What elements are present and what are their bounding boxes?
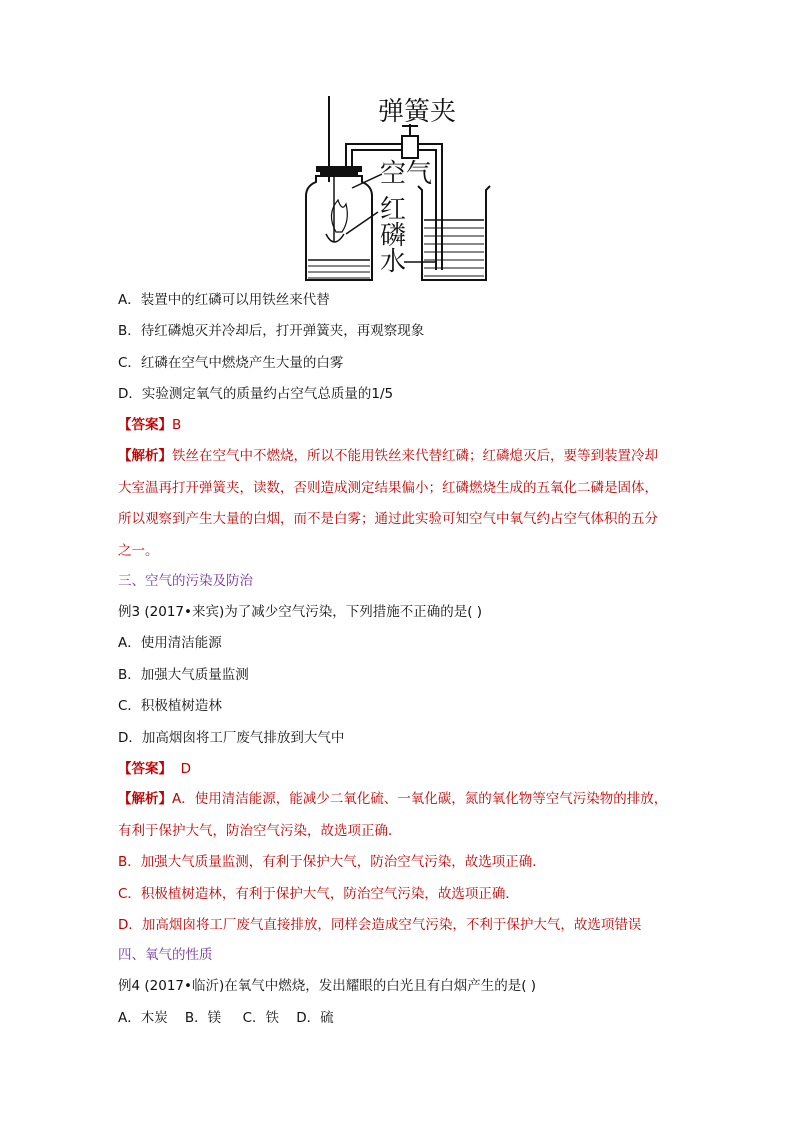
label-water: 水 [380, 247, 407, 277]
question-stem-3: 例3 (2017•来宾)为了减少空气污染，下列措施不正确的是( ) [118, 604, 483, 620]
q3-answer-line [118, 760, 191, 778]
analysis-line: D．加高烟囱将工厂废气直接排放，同样会造成空气污染，不利于保护大气，故选项错误 [118, 917, 642, 933]
q3-option-b: B．加强大气质量监测 [118, 667, 249, 683]
section-heading-4: 四、氧气的性质 [118, 947, 213, 963]
analysis-tag: 【解析】 [118, 448, 172, 464]
q3-option-c: C．积极植树造林 [118, 698, 222, 714]
option-d: D．实验测定氧气的质量约占空气总质量的1/5 [118, 386, 394, 402]
answer-line [118, 416, 181, 434]
q3-option-a: A．使用清洁能源 [118, 635, 222, 651]
analysis-paragraph [118, 441, 688, 567]
q4-options: A．木炭 B．镁 C．铁 D．硫 [118, 1010, 334, 1026]
analysis-line: 【解析】铁丝在空气中不燃烧，所以不能用铁丝来代替红磷；红磷熄灭后，要等到装置冷却 [118, 448, 658, 464]
label-air: 空气 [380, 159, 433, 189]
q3-analysis-paragraph [118, 784, 688, 942]
q3-answer-tag: 【答案】 [118, 761, 172, 777]
q3-option-d: D．加高烟囱将工厂废气排放到大气中 [118, 730, 345, 746]
apparatus-diagram [296, 94, 496, 288]
option-c: C．红磷在空气中燃烧产生大量的白雾 [118, 355, 344, 371]
q3-answer-value: D [172, 761, 191, 777]
option-a: A．装置中的红磷可以用铁丝来代替 [118, 292, 330, 308]
analysis-line: 有利于保护大气，防治空气污染，故选项正确． [118, 822, 402, 839]
analysis-line: 之一。 [118, 542, 159, 559]
section-heading-3: 三、空气的污染及防治 [118, 573, 253, 589]
analysis-line: 大室温再打开弹簧夹，读数，否则造成测定结果偏小；红磷燃烧生成的五氧化二磷是固体， [118, 479, 658, 496]
analysis-line: 【解析】A．使用清洁能源，能减少二氧化硫、一氧化碳，氮的氧化物等空气污染物的排放， [118, 791, 668, 807]
label-red: 红 [380, 195, 407, 225]
label-phosphorus: 磷 [380, 221, 407, 251]
apparatus-figure [296, 94, 496, 288]
label-spring-clip: 弹簧夹 [378, 97, 457, 127]
q3-analysis-tag: 【解析】 [118, 791, 172, 807]
answer-tag: 【答案】 [118, 417, 172, 433]
analysis-line: C．积极植树造林，有利于保护大气，防治空气污染，故选项正确． [118, 885, 519, 902]
analysis-line: B．加强大气质量监测，有利于保护大气，防治空气污染，故选项正确． [118, 854, 546, 870]
option-b: B．待红磷熄灭并冷却后，打开弹簧夹，再观察现象 [118, 323, 425, 339]
analysis-line: 所以观察到产生大量的白烟，而不是白雾；通过此实验可知空气中氧气约占空气体积的五分 [118, 511, 658, 527]
answer-value: B [172, 417, 182, 433]
question-stem-4: 例4 (2017•临沂)在氧气中燃烧，发出耀眼的白光且有白烟产生的是( ) [118, 978, 537, 994]
